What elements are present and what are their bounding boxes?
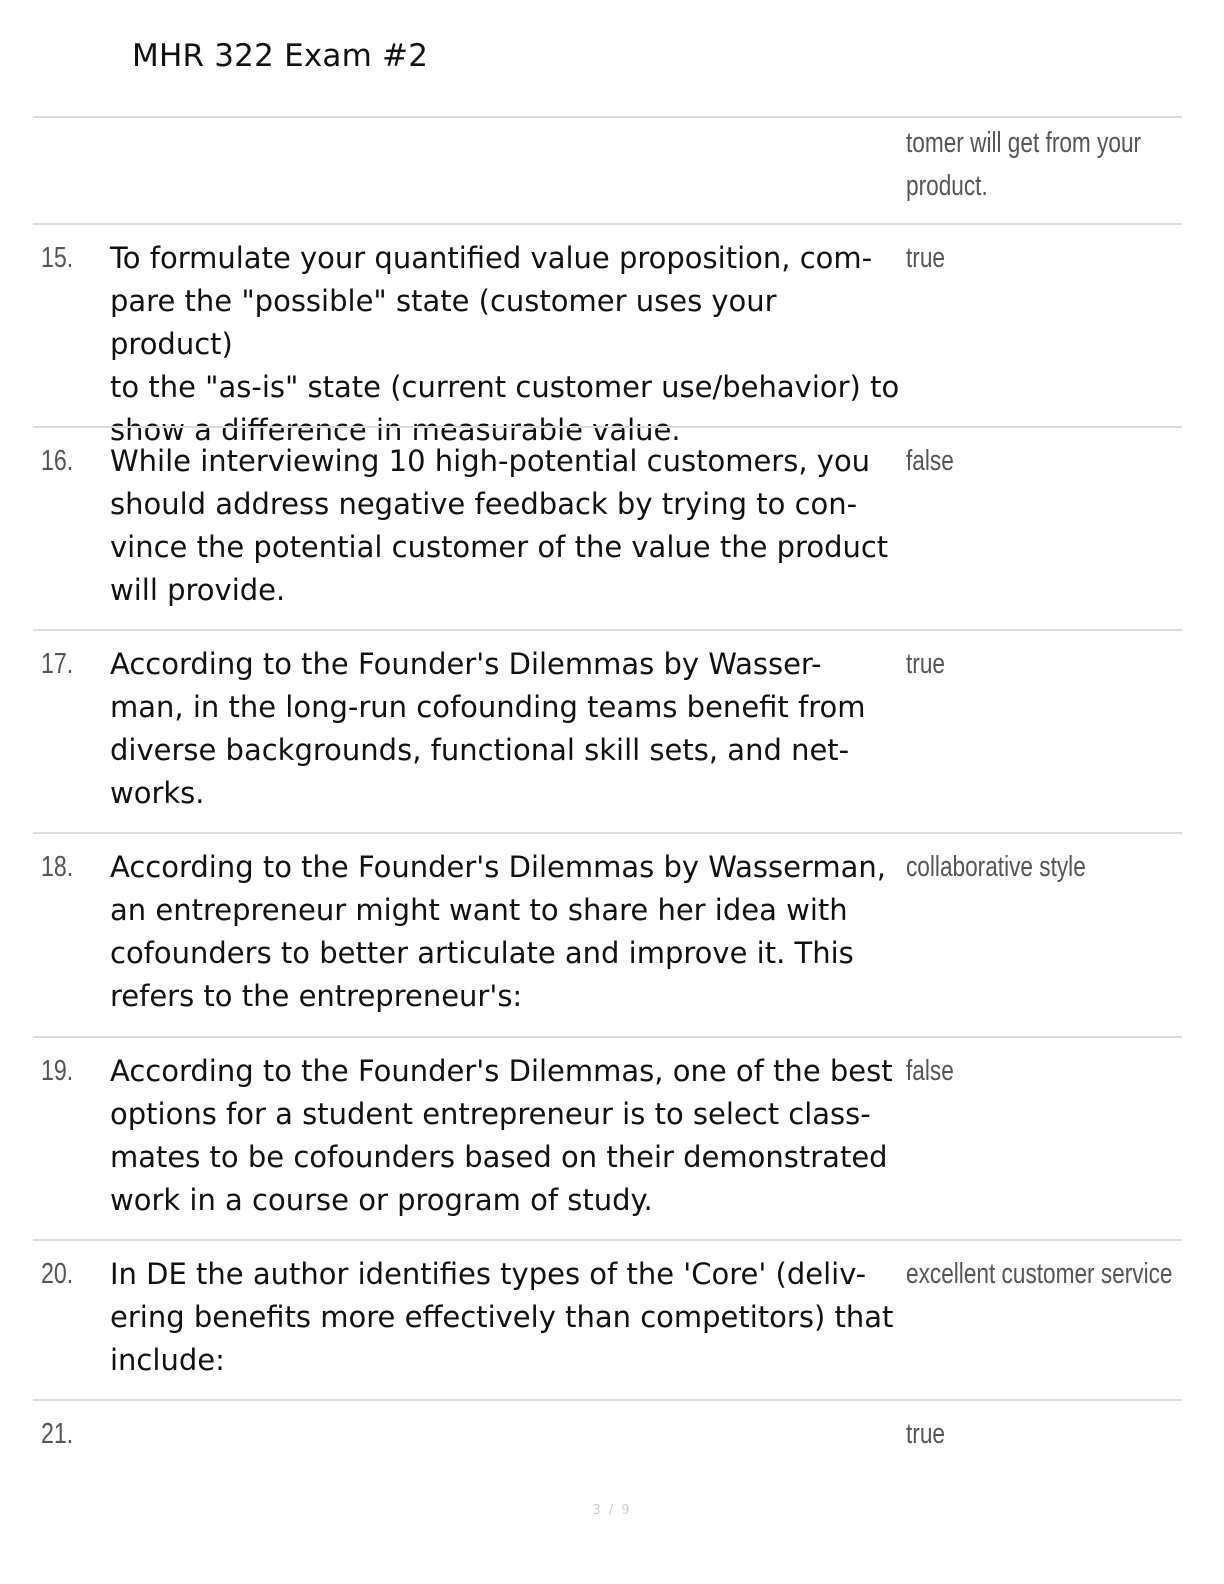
question-text: According to the Founder's Dilemmas, one of the best options for a student entrepreneur is to select class- mates to be cofounders based on their demonstrated work in a course or program of study. [110,1054,893,1217]
divider [33,223,1182,225]
answer-text: tomer will get from your product. [906,127,1142,202]
divider [33,629,1182,631]
question-number: 19. [41,1055,74,1087]
question-number: 21. [41,1418,74,1450]
page-number: 3 / 9 [592,1503,632,1518]
question-number: 17. [41,648,74,680]
answer-text: true [906,242,945,274]
question-text: According to the Founder's Dilemmas by Wasser- man, in the long-run cofounding teams benefit from diverse backgrounds, functional skill sets, and net- works. [110,647,866,810]
answer-text: false [906,445,954,477]
divider [33,116,1182,118]
answer-text: excellent customer service [906,1258,1173,1290]
divider [33,1036,1182,1038]
answer-text: collaborative style [906,851,1086,883]
divider [33,426,1182,428]
divider [33,1239,1182,1241]
question-number: 16. [41,445,74,477]
answer-text: true [906,648,945,680]
divider [33,832,1182,834]
question-text: While interviewing 10 high-potential customers, you should address negative feedback by trying to con- vince the potential customer of the value the product will provide. [110,444,889,607]
question-number: 20. [41,1258,74,1290]
page-title: MHR 322 Exam #2 [132,38,429,74]
question-number: 18. [41,851,74,883]
question-number: 15. [41,242,74,274]
answer-text: false [906,1055,954,1087]
answer-text: true [906,1418,945,1450]
question-text: To formulate your quantified value proposition, com- pare the "possible" state (customer uses your product) to the "as-is" state (current customer use/behavior) to show a difference in measurable value. [110,241,900,447]
question-text: In DE the author identifies types of the 'Core' (deliv- ering benefits more effectively than competitors) that include: [110,1257,894,1377]
divider [33,1399,1182,1401]
question-text: According to the Founder's Dilemmas by Wasserman, an entrepreneur might want to share her idea with cofounders to better articulate and improve it. This refers to the entrepreneur's: [110,850,886,1013]
